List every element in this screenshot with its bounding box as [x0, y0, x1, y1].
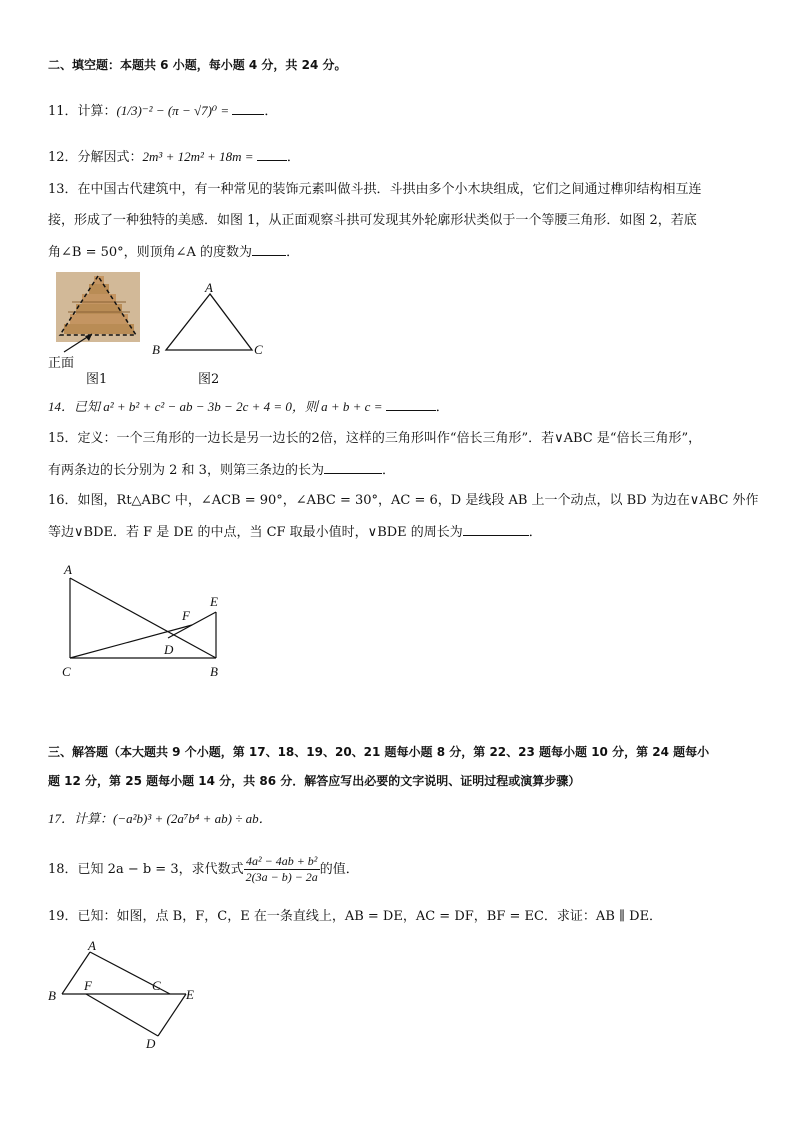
- point-c-label: C: [152, 978, 161, 993]
- question-11: [48, 102, 277, 121]
- figure-2-triangle: [148, 280, 278, 360]
- question-18-text: 18．已知 2a − b = 3，求代数式: [48, 862, 244, 877]
- question-17: [48, 810, 272, 829]
- figure-1-caption: 图1: [86, 372, 108, 387]
- question-19: [48, 908, 662, 926]
- point-b-label: B: [152, 342, 160, 357]
- section-2-title: 二、填空题：本题共 6 小题，每小题 4 分，共 24 分。: [48, 58, 347, 72]
- point-a-label: A: [205, 280, 213, 295]
- answer-blank: [463, 523, 529, 536]
- point-c-label: C: [254, 342, 263, 357]
- point-b-label: B: [210, 664, 218, 679]
- photo-label: 正面: [48, 356, 75, 371]
- question-14: [48, 398, 449, 417]
- point-d-label: D: [146, 1036, 156, 1051]
- figure-2-caption: 图2: [198, 372, 220, 387]
- section-3-title-line-1: 三、解答题（本大题共 9 个小题，第 17、18、19、20、21 题每小题 8 分，第 22、23 题每小题 10 分，第 24 题每小: [48, 745, 710, 759]
- section-3-title-line-2: 题 12 分，第 25 题每小题 14 分，共 86 分．解答应写出必要的文字说明、证明过程或演算步骤）: [48, 774, 581, 788]
- question-16-figure: [56, 560, 236, 685]
- point-f-label: F: [182, 608, 190, 623]
- point-f-label: F: [84, 978, 92, 993]
- question-12: [48, 148, 300, 167]
- question-18: [48, 854, 359, 886]
- question-15-line-2-text: 有两条边的长分别为 2 和 3，则第三条边的长为: [48, 463, 324, 478]
- point-d-label: D: [164, 642, 174, 657]
- question-16-line-2: [48, 523, 542, 542]
- question-17-text: 17．计算：(−a²b)³ + (2a⁷b⁴ + ab) ÷ ab．: [48, 811, 272, 826]
- answer-blank: [232, 102, 264, 115]
- answer-blank: [324, 461, 382, 474]
- question-18-fraction: [244, 854, 320, 885]
- question-15-line-1: 15．定义：一个三角形的一边长是另一边长的2倍，这样的三角形叫作“倍长三角形”．若∨ABC 是“倍长三角形”，: [48, 431, 702, 446]
- point-a-label: A: [64, 562, 72, 577]
- question-12-end: ．: [286, 150, 300, 165]
- point-e-label: E: [210, 594, 218, 609]
- question-15-line-2: [48, 461, 395, 480]
- front-view-arrow: [62, 330, 102, 354]
- fraction-denominator: 2(3a − b) − 2a: [245, 870, 318, 884]
- point-c-label: C: [62, 664, 71, 679]
- question-13-end: ．: [286, 245, 300, 260]
- question-11-end: ．: [264, 104, 278, 119]
- answer-blank: [252, 243, 286, 256]
- point-a-label: A: [88, 938, 96, 953]
- question-13-line-3-text: 角∠B = 50°，则顶角∠A 的度数为: [48, 245, 253, 260]
- answer-blank: [386, 398, 436, 411]
- question-12-number: 12．分解因式：: [48, 150, 143, 165]
- question-16-line-2-text: 等边∨BDE．若 F 是 DE 的中点，当 CF 取最小值时，∨BDE 的周长为: [48, 525, 463, 540]
- question-13-line-1: 13．在中国古代建筑中，有一种常见的装饰元素叫做斗拱．斗拱由多个小木块组成，它们之间通过榫卯结构相互连: [48, 182, 702, 197]
- question-14-text: 14．已知 a² + b² + c² − ab − 3b − 2c + 4 = 0，则 a + b + c =: [48, 399, 386, 414]
- question-13-line-3: [48, 243, 299, 262]
- answer-blank: [257, 148, 287, 161]
- fraction-numerator: 4a² − 4ab + b²: [244, 854, 320, 870]
- question-11-expression: (1/3)⁻² − (π − √7)⁰ =: [116, 103, 233, 118]
- question-15-end: ．: [381, 463, 395, 478]
- question-11-number: 11．计算：: [48, 104, 117, 119]
- question-13-line-2: 接，形成了一种独特的美感．如图 1，从正面观察斗拱可发现其外轮廓形状类似于一个等腰三角形．如图 2，若底: [48, 213, 697, 228]
- question-14-end: ．: [435, 400, 449, 415]
- point-b-label: B: [48, 988, 56, 1003]
- question-19-figure: [46, 938, 206, 1053]
- question-16-end: ．: [528, 525, 542, 540]
- point-e-label: E: [186, 987, 194, 1002]
- question-18-end: 的值．: [319, 862, 359, 877]
- question-12-expression: 2m³ + 12m² + 18m =: [142, 149, 257, 164]
- question-16-line-1: 16．如图，Rt△ABC 中，∠ACB = 90°，∠ABC = 30°，AC = 6，D 是线段 AB 上一个动点，以 BD 为边在∨ABC 外作: [48, 493, 759, 508]
- question-19-text: 19．已知：如图，点 B，F，C，E 在一条直线上，AB = DE，AC = DF，BF = EC．求证：AB ∥ DE．: [48, 909, 663, 924]
